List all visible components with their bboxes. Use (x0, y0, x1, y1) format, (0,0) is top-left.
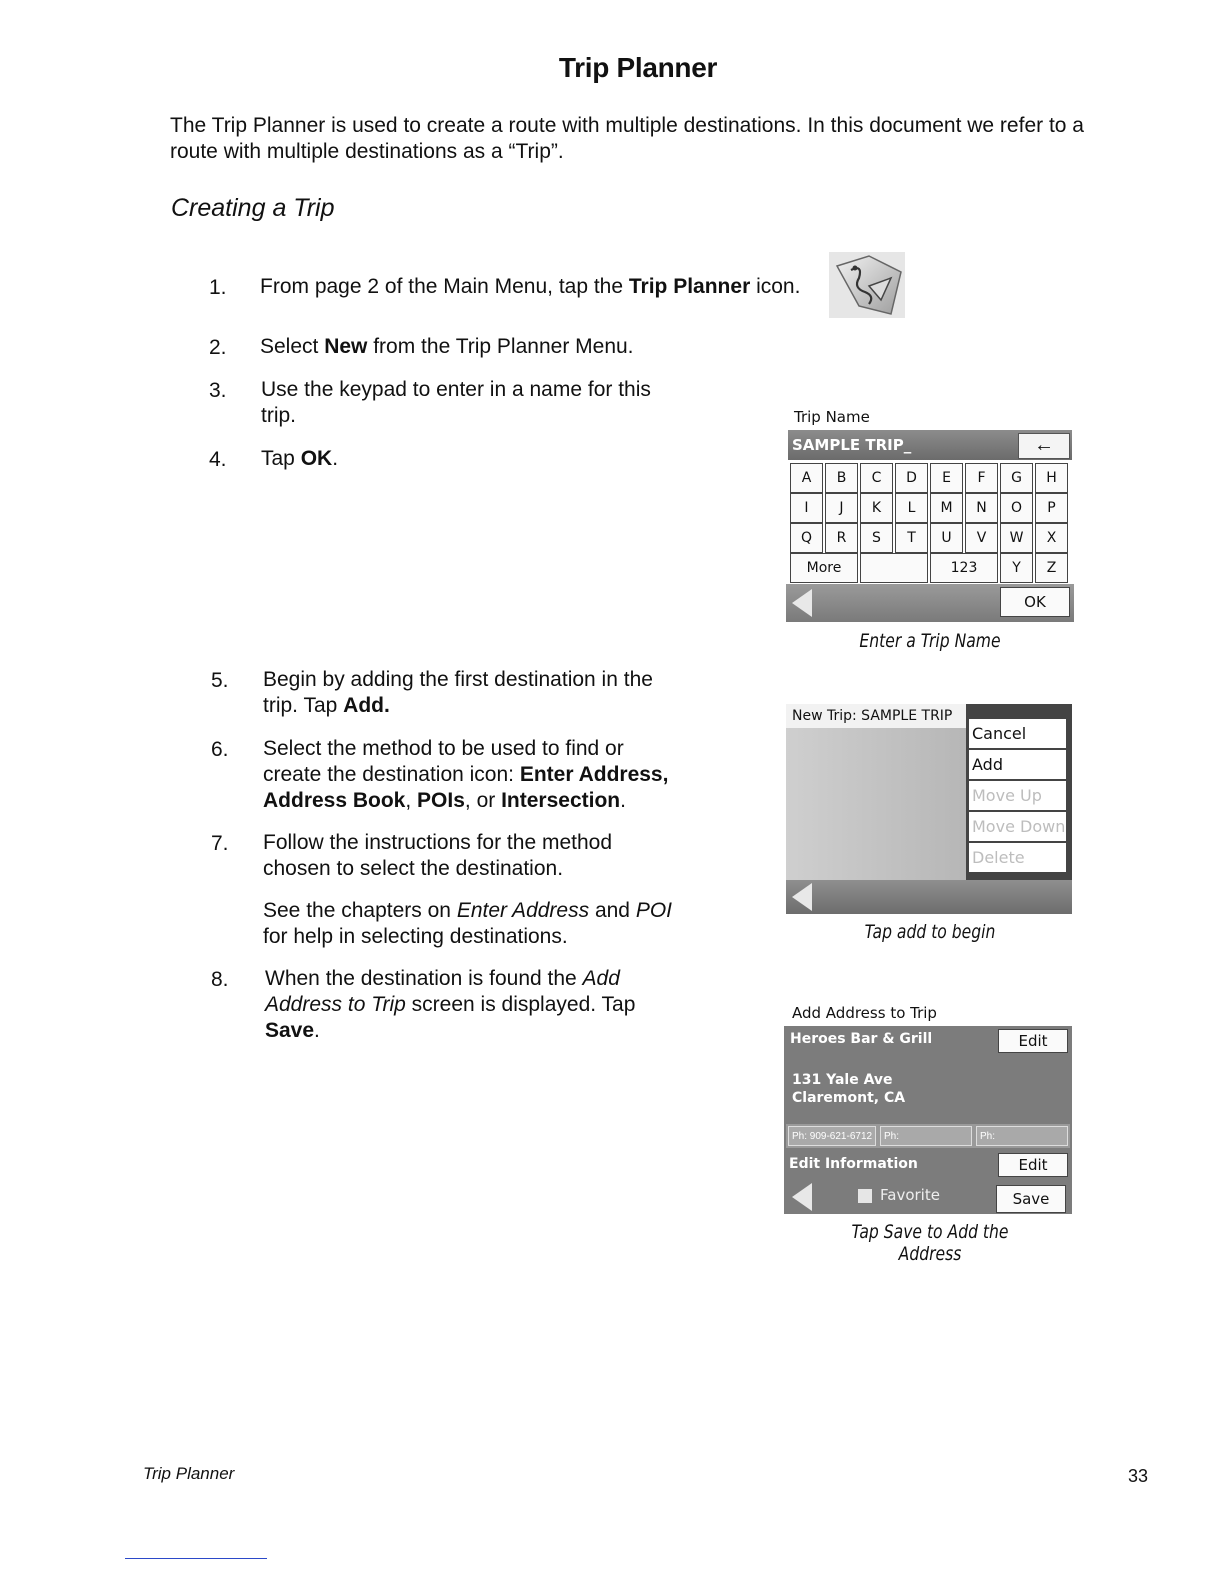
step-5-line-2 (263, 693, 653, 719)
page-number: 33 (1128, 1466, 1149, 1486)
menu-delete[interactable]: Delete (969, 843, 1066, 872)
edit-name-button[interactable]: Edit (998, 1029, 1068, 1053)
edit-information-label: Edit Information (789, 1156, 918, 1172)
key-r[interactable]: R (825, 523, 858, 553)
step-6-text (263, 736, 668, 814)
step-3-line-2: trip. (261, 404, 297, 427)
keyboard-screen-title: Trip Name (794, 408, 870, 426)
step-4-text-a: Tap (261, 447, 301, 470)
key-p[interactable]: P (1035, 493, 1068, 523)
key-g[interactable]: G (1000, 463, 1033, 493)
step-5-line-2a: trip. Tap (263, 694, 344, 717)
step-2-text-a: Select (260, 335, 325, 358)
step-5-text (263, 667, 653, 719)
menu-caption: Tap add to begin (864, 921, 996, 943)
phone-3: Ph: (976, 1126, 1068, 1146)
key-a[interactable]: A (790, 463, 823, 493)
menu-add[interactable]: Add (969, 750, 1066, 779)
trip-planner-icon (829, 252, 905, 318)
footer-section-name: Trip Planner (143, 1464, 235, 1483)
menu-bottom-bar (786, 880, 1072, 914)
step-7-see-a: See the chapters on (263, 899, 457, 922)
phone-2: Ph: (880, 1126, 972, 1146)
step-4-bold: OK (300, 447, 333, 470)
step-8-italic-2: Address to Trip (265, 993, 406, 1016)
key-b[interactable]: B (825, 463, 858, 493)
ok-button[interactable]: OK (1000, 587, 1070, 617)
step-2-text-c: from the Trip Planner Menu. (367, 335, 634, 358)
step-1-number: 1. (209, 276, 227, 299)
favorite-label: Favorite (880, 1186, 940, 1204)
page-title: Trip Planner (558, 52, 718, 83)
menu-back-arrow-icon[interactable] (792, 883, 812, 911)
step-7-line-2: chosen to select the destination. (263, 857, 564, 880)
key-h[interactable]: H (1035, 463, 1068, 493)
step-4-number: 4. (209, 448, 227, 471)
step-7-text (263, 830, 612, 882)
save-button[interactable]: Save (996, 1185, 1066, 1213)
step-6-line-2 (263, 762, 668, 788)
key-s[interactable]: S (860, 523, 893, 553)
street-address: 131 Yale Ave (792, 1072, 893, 1088)
key-u[interactable]: U (930, 523, 963, 553)
key-q[interactable]: Q (790, 523, 823, 553)
city-state: Claremont, CA (792, 1090, 906, 1106)
step-7-see-line-1 (263, 898, 672, 924)
step-8-number: 8. (211, 968, 229, 991)
step-8-line-2 (265, 992, 635, 1018)
intro-paragraph (170, 113, 1160, 165)
step-6-line-2a: create the destination icon: (263, 763, 520, 786)
step-8-line-2b: screen is displayed. Tap (405, 993, 636, 1016)
key-w[interactable]: W (1000, 523, 1033, 553)
trip-name-value: SAMPLE TRIP_ (792, 436, 912, 454)
address-screen-title: Add Address to Trip (792, 1004, 937, 1022)
intro-line-2: route with multiple destinations as a “Trip”. (170, 140, 564, 163)
step-6-sep-2: , or (464, 789, 502, 812)
key-j[interactable]: J (825, 493, 858, 523)
step-6-bold-1: Enter Address, (519, 763, 669, 786)
step-5-line-1: Begin by adding the first destination in the (263, 668, 653, 691)
step-7-see-also (263, 898, 672, 950)
back-arrow-icon[interactable] (792, 589, 812, 617)
step-7-see-line-2: for help in selecting destinations. (263, 925, 568, 948)
step-5-number: 5. (211, 669, 229, 692)
key-t[interactable]: T (895, 523, 928, 553)
key-123[interactable]: 123 (930, 553, 998, 583)
step-8-text (265, 966, 635, 1044)
step-8-line-1 (265, 966, 635, 992)
section-title: Creating a Trip (171, 194, 335, 222)
step-8-line-3 (265, 1018, 635, 1044)
key-c[interactable]: C (860, 463, 893, 493)
phone-1: Ph: 909-621-6712 (788, 1126, 876, 1146)
step-7-see-poi: POI (635, 899, 673, 922)
key-more[interactable]: More (790, 553, 858, 583)
step-2-bold: New (324, 335, 368, 358)
favorite-checkbox[interactable] (858, 1189, 872, 1203)
step-1-text (260, 274, 800, 300)
step-8-italic-1: Add (582, 967, 620, 990)
address-back-arrow-icon[interactable] (792, 1183, 812, 1211)
step-3-number: 3. (209, 379, 227, 402)
backspace-key[interactable]: ← (1018, 433, 1070, 459)
step-7-see-c: and (589, 899, 636, 922)
menu-screen-title: New Trip: SAMPLE TRIP (786, 704, 972, 728)
step-1-bold: Trip Planner (628, 275, 751, 298)
key-z[interactable]: Z (1035, 553, 1068, 583)
step-6-bold-4: Intersection (501, 789, 621, 812)
step-7-line-1: Follow the instructions for the method (263, 831, 613, 854)
step-8-bold: Save (265, 1019, 315, 1042)
intro-line-1: The Trip Planner is used to create a route with multiple destinations. In this document we refer to a (170, 114, 1084, 137)
edit-information-button[interactable]: Edit (998, 1153, 1068, 1177)
step-6-line-3 (263, 788, 668, 814)
keyboard-caption: Enter a Trip Name (859, 630, 1001, 652)
key-o[interactable]: O (1000, 493, 1033, 523)
step-1-text-c: icon. (750, 275, 801, 298)
step-8-line-1a: When the destination is found the (265, 967, 583, 990)
key-d[interactable]: D (895, 463, 928, 493)
step-5-bold: Add. (343, 694, 390, 717)
key-i[interactable]: I (790, 493, 823, 523)
key-n[interactable]: N (965, 493, 998, 523)
key-v[interactable]: V (965, 523, 998, 553)
step-6-bold-3: POIs (417, 789, 465, 812)
step-6-sep-1: , (405, 789, 418, 812)
key-y[interactable]: Y (1000, 553, 1033, 583)
key-f[interactable]: F (965, 463, 998, 493)
step-6-line-1: Select the method to be used to find or (263, 737, 624, 760)
place-name: Heroes Bar & Grill (790, 1031, 933, 1047)
step-4-text-c: . (332, 447, 339, 470)
menu-move-down[interactable]: Move Down (969, 812, 1066, 841)
key-l[interactable]: L (895, 493, 928, 523)
step-8-period: . (314, 1019, 320, 1042)
step-6-bold-2: Address Book (263, 789, 406, 812)
step-6-number: 6. (211, 738, 229, 761)
step-6-period: . (620, 789, 626, 812)
menu-move-up[interactable]: Move Up (969, 781, 1066, 810)
address-block (792, 1071, 905, 1107)
step-7-number: 7. (211, 832, 229, 855)
step-2-number: 2. (209, 336, 227, 359)
step-2-text (260, 334, 634, 360)
step-1-text-a: From page 2 of the Main Menu, tap the (260, 275, 629, 298)
key-e[interactable]: E (930, 463, 963, 493)
footer-link-line (125, 1558, 267, 1559)
key-space[interactable] (860, 553, 928, 583)
key-k[interactable]: K (860, 493, 893, 523)
key-m[interactable]: M (930, 493, 963, 523)
menu-cancel[interactable]: Cancel (969, 719, 1066, 748)
address-caption: Tap Save to Add the Address (851, 1221, 1009, 1265)
key-x[interactable]: X (1035, 523, 1068, 553)
step-4-text (261, 446, 338, 472)
step-7-see-enter-address: Enter Address (456, 899, 590, 922)
step-3-line-1: Use the keypad to enter in a name for this (261, 378, 651, 401)
step-3-text (261, 377, 651, 429)
